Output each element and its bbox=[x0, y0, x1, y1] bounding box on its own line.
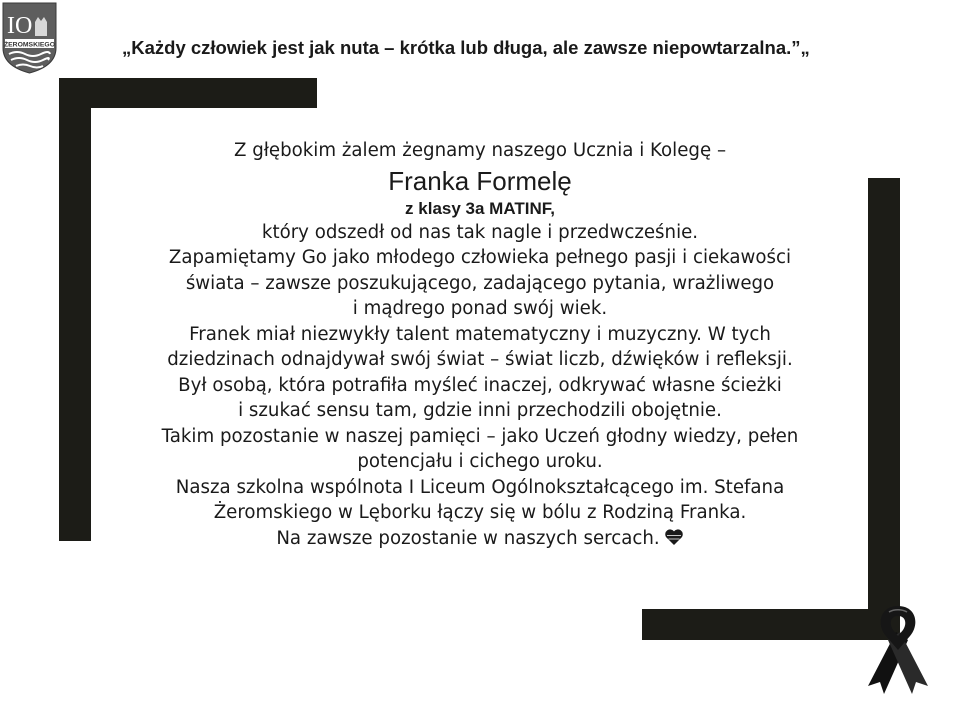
logo-number: I bbox=[7, 13, 15, 39]
closing-line-wrap bbox=[100, 526, 860, 552]
body-line: i mądrego ponad swój wiek. bbox=[352, 298, 608, 319]
condolence-text bbox=[100, 138, 860, 551]
mourning-ribbon-icon bbox=[856, 602, 940, 698]
body-line: Był osobą, która potrafiła myśleć inaczej, odkrywać własne ścieżki bbox=[178, 374, 782, 396]
body-line: i szukać sensu tam, gdzie inni przechodzili obojętnie. bbox=[238, 400, 722, 421]
motto-quote: „Każdy człowiek jest jak nuta – krótka lub długa, ale zawsze niepowtarzalna.”„ bbox=[122, 37, 810, 58]
closing-line: Na zawsze pozostanie w naszych sercach. bbox=[276, 527, 660, 549]
school-crest-icon bbox=[2, 2, 57, 74]
body-line: Zapamiętamy Go jako młodego człowieka pełnego pasji i ciekawości bbox=[168, 247, 792, 268]
body-line: dziedzinach odnajdywał swój świat – świat liczb, dźwięków i refleksji. bbox=[167, 349, 793, 370]
frame-left-bar bbox=[59, 78, 91, 541]
deceased-name: Franka Formelę bbox=[388, 165, 572, 196]
body-line: potencjału i cichego uroku. bbox=[357, 451, 603, 472]
body-line: Nasza szkolna wspólnota I Liceum Ogólnokształcącego im. Stefana bbox=[175, 476, 785, 498]
body-line: Franek miał niezwykły talent matematyczny i muzyczny. W tych bbox=[189, 323, 771, 345]
body-line: który odszedł od nas tak nagle i przedwcześnie. bbox=[261, 221, 699, 243]
body-line: świata – zawsze poszukującego, zadającego pytania, wrażliwego bbox=[185, 272, 775, 294]
intro-line: Z głębokim żalem żegnamy naszego Ucznia i Kolegę – bbox=[233, 140, 727, 161]
frame-top-bar bbox=[59, 78, 317, 108]
body-line: Żeromskiego w Lęborku łączy się w bólu z Rodziną Franka. bbox=[213, 502, 747, 523]
logo-caption: ŻEROMSKIEGO bbox=[4, 41, 55, 49]
black-heart-icon bbox=[664, 528, 684, 546]
logo-letter: O bbox=[15, 13, 33, 39]
body-line: Takim pozostanie w naszej pamięci – jako Uczeń głodny wiedzy, pełen bbox=[161, 425, 799, 447]
class-line: z klasy 3a MATINF, bbox=[405, 198, 555, 218]
frame-right-bar bbox=[868, 178, 900, 640]
